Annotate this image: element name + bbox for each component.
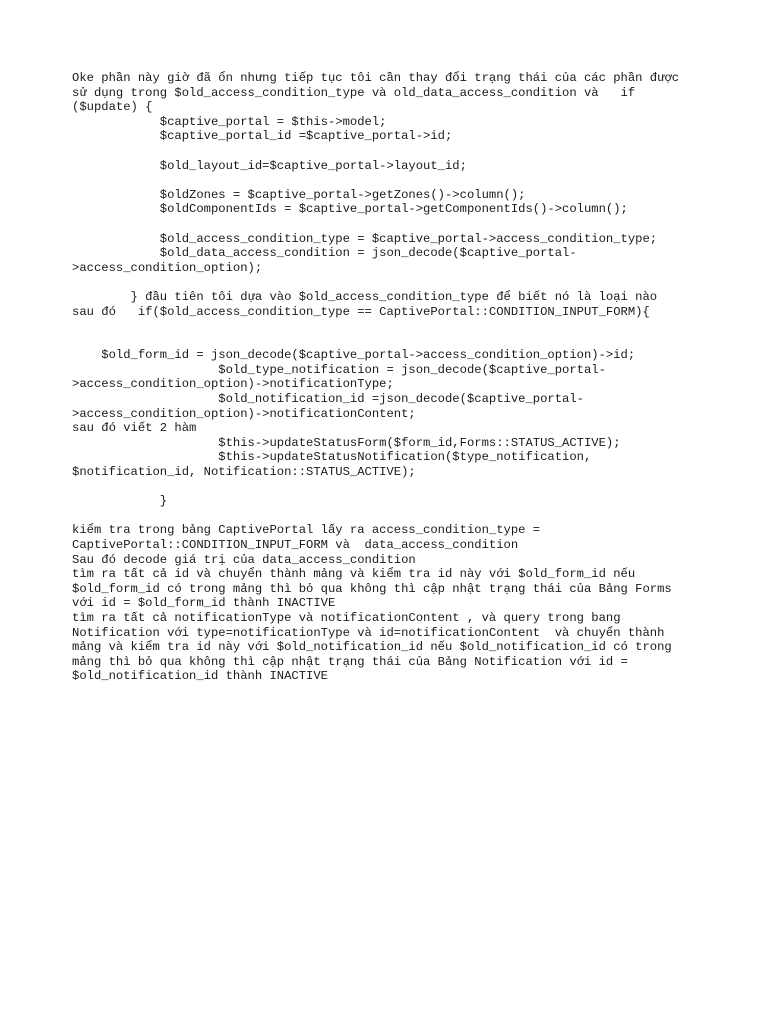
code-line: $old_layout_id=$captive_portal->layout_id; — [72, 158, 467, 173]
code-line: $captive_portal_id =$captive_portal->id; — [72, 129, 453, 144]
code-line: $old_type_notification = json_decode($captive_portal- — [72, 362, 606, 377]
blank-line — [72, 319, 712, 334]
text-line: $old_notification_id thành INACTIVE — [72, 669, 328, 684]
code-line: ($update) { — [72, 100, 153, 115]
blank-line — [72, 217, 712, 232]
code-line: >access_condition_option)->notificationContent; — [72, 406, 416, 421]
code-line: $notification_id, Notification::STATUS_ACTIVE); — [72, 465, 416, 480]
text-line: với id = $old_form_id thành INACTIVE — [72, 596, 336, 611]
code-line: $this->updateStatusNotification($type_notification, — [72, 450, 592, 465]
code-line: $old_access_condition_type = $captive_portal->access_condition_type; — [72, 231, 658, 246]
text-line: sử dụng trong $old_access_condition_type và old_data_access_condition và if — [72, 85, 636, 100]
code-line: $captive_portal = $this->model; — [72, 114, 387, 129]
code-line: } — [72, 494, 168, 509]
code-line: $old_form_id = json_decode($captive_portal->access_condition_option)->id; — [72, 348, 636, 363]
code-line: $oldComponentIds = $captive_portal->getComponentIds()->column(); — [72, 202, 628, 217]
code-line: $oldZones = $captive_portal->getZones()->column(); — [72, 187, 526, 202]
document-page — [72, 71, 712, 684]
blank-line — [72, 509, 712, 524]
blank-line — [72, 173, 712, 188]
text-line: CaptivePortal::CONDITION_INPUT_FORM và data_access_condition — [72, 538, 519, 552]
blank-line — [72, 275, 712, 290]
text-line: Notification với type=notificationType và id=notificationContent và chuyển thành — [72, 625, 665, 640]
text-line: sau đó viết 2 hàm — [72, 421, 197, 436]
text-line: tìm ra tất cả id và chuyển thành mảng và kiểm tra id này với $old_form_id nếu — [72, 567, 636, 582]
text-line: Oke phần này giờ đã ổn nhưng tiếp tục tôi cần thay đổi trạng thái của các phần được — [72, 71, 680, 85]
text-line: $old_form_id có trong mảng thì bỏ qua không thì cập nhật trạng thái của Bảng Forms — [72, 581, 672, 596]
code-line: >access_condition_option)->notificationType; — [72, 377, 394, 392]
text-line: } đầu tiên tôi dựa vào $old_access_condition_type để biết nó là loại nào — [72, 289, 658, 304]
text-line: kiểm tra trong bảng CaptivePortal lấy ra access_condition_type = — [72, 523, 541, 538]
code-line: $old_data_access_condition = json_decode($captive_portal- — [72, 246, 577, 261]
blank-line — [72, 144, 712, 159]
text-line: sau đó if($old_access_condition_type == CaptivePortal::CONDITION_INPUT_FORM){ — [72, 304, 650, 319]
blank-line — [72, 480, 712, 495]
text-line: mảng và kiểm tra id này với $old_notification_id nếu $old_notification_id có trong — [72, 640, 672, 655]
text-line: Sau đó decode giá trị của data_access_condition — [72, 552, 416, 567]
code-line: $this->updateStatusForm($form_id,Forms::STATUS_ACTIVE); — [72, 435, 621, 450]
code-line: >access_condition_option); — [72, 260, 263, 275]
code-line: $old_notification_id =json_decode($captive_portal- — [72, 392, 584, 407]
blank-line — [72, 334, 712, 349]
text-line: mảng thì bỏ qua không thì cập nhật trạng thái của Bảng Notification với id = — [72, 654, 628, 669]
text-line: tìm ra tất cả notificationType và notificationContent , và query trong bang — [72, 610, 621, 625]
